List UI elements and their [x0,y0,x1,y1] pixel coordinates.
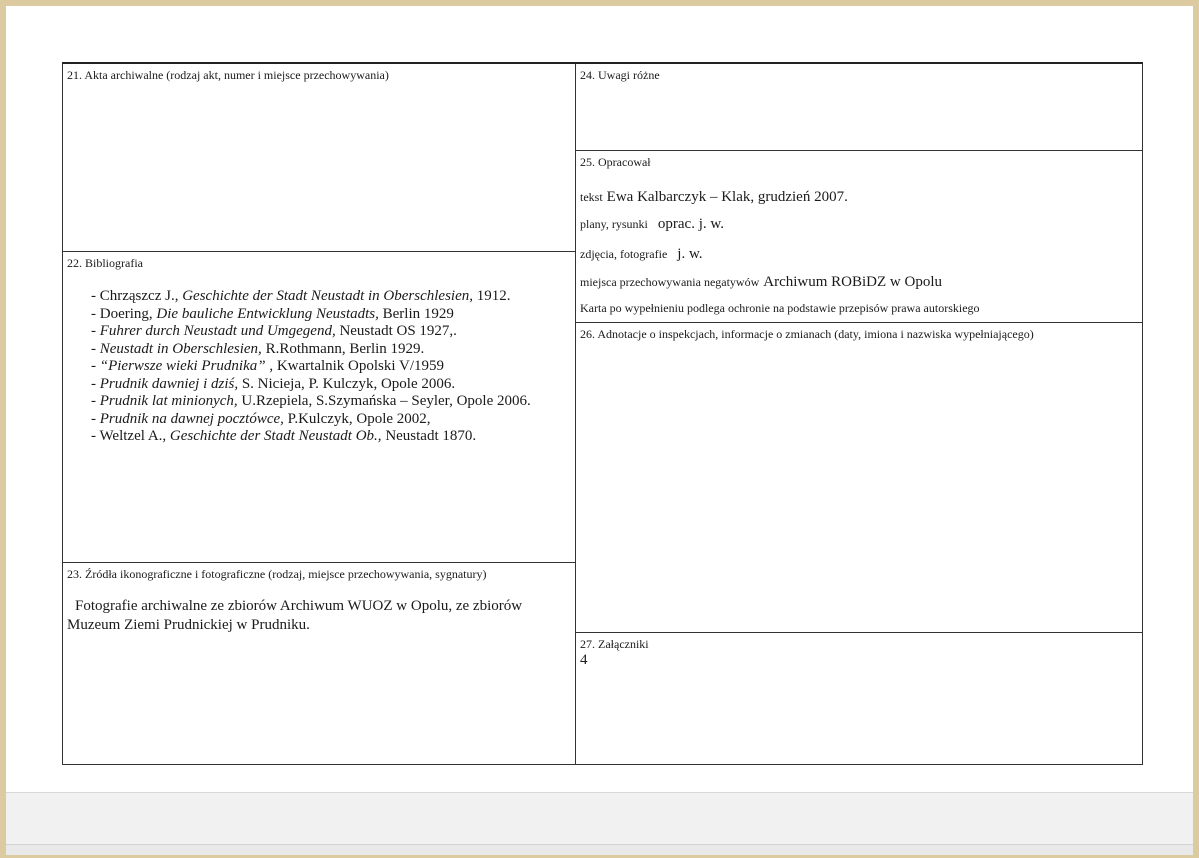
bibliography-item-title: - Prudnik dawniej i dziś, [91,375,239,392]
bibliography-item-prefix: - Weltzel A., [91,428,170,444]
prepared-text-row [580,188,848,206]
text-author-label: tekst [580,190,603,204]
negatives-value: Archiwum ROBiDZ w Opolu [763,274,943,290]
photos-value: j. w. [677,246,703,262]
bibliography-item-title: - Fuhrer durch Neustadt und Umgegend, [91,323,336,339]
text-author-value: Ewa Kalbarczyk – Klak, grudzień 2007. [606,189,848,205]
section-26 [576,323,1143,341]
negatives-row [580,273,942,291]
bibliography-item-details: Neustadt OS 1927,. [335,323,457,339]
section-27-label: 27. Załączniki [580,637,649,651]
bibliography-item-title: Geschichte der Stadt Neustadt in Oberschlesien, [182,288,473,304]
section-25 [576,151,1143,169]
bibliography-item-prefix: - Chrząszcz J., [91,288,183,304]
bibliography-list [91,288,561,446]
bibliography-item-title: - “Pierwsze wieki Prudnika” [91,358,266,374]
record-card-form [62,62,1143,765]
bibliography-item-details: R.Rothmann, Berlin 1929. [261,340,425,357]
section-26-label: 26. Adnotacje o inspekcjach, informacje o zmianach (daty, imiona i nazwiska wypełniającego) [580,327,1034,341]
section-21 [63,64,575,82]
bibliography-item [91,411,561,429]
plans-value: oprac. j. w. [657,216,724,232]
bibliography-item [91,306,561,324]
bibliography-item [91,428,561,446]
section-25-label: 25. Opracował [580,155,651,169]
bibliography-item-title: - Prudnik na dawnej pocztówce, [91,410,284,427]
bibliography-item-details: Neustadt 1870. [381,428,477,444]
section-23 [63,563,575,581]
bibliography-item-title: Die bauliche Entwicklung Neustadts, [156,305,379,322]
attachments-count: 4 [580,652,588,668]
photos-label: zdjęcia, fotografie [580,247,668,261]
section-24-label: 24. Uwagi różne [580,68,660,82]
copyright-notice: Karta po wypełnieniu podlega ochronie na podstawie przepisów prawa autorskiego [580,301,980,315]
negatives-label: miejsca przechowywania negatywów [580,275,760,289]
page-edge-strip-lower [6,844,1193,855]
bibliography-item-prefix: - Doering, [91,305,157,322]
bibliography-item-details: U.Rzepiela, S.Szymańska – Seyler, Opole 2006. [237,393,531,409]
bibliography-item-details: S. Nicieja, P. Kulczyk, Opole 2006. [238,375,456,392]
iconographic-sources-text: Fotografie archiwalne ze zbiorów Archiwum WUOZ w Opolu, ze zbiorów Muzeum Ziemi Prudnickiej w Prudniku. [67,598,523,633]
plans-row [580,215,724,233]
photos-row [580,245,703,263]
bibliography-item [91,376,561,394]
page-edge-strip [6,792,1193,845]
bibliography-item [91,323,561,341]
bibliography-item-title: Geschichte der Stadt Neustadt Ob., [169,428,382,444]
bibliography-item [91,341,561,359]
column-divider [575,64,576,764]
bibliography-item-details: , Kwartalnik Opolski V/1959 [265,358,445,374]
bibliography-item-details: Berlin 1929 [378,305,454,322]
bibliography-item-details: P.Kulczyk, Opole 2002, [283,410,431,427]
section-27 [576,633,1143,651]
bibliography-item-details: 1912. [473,288,511,304]
section-24 [576,64,1143,82]
section-21-label: 21. Akta archiwalne (rodzaj akt, numer i miejsce przechowywania) [67,68,389,82]
section-22-label: 22. Bibliografia [67,256,143,270]
bibliography-item [91,288,561,306]
section-23-label: 23. Źródła ikonograficzne i fotograficzne (rodzaj, miejsce przechowywania, sygnatury) [67,567,487,581]
section-22 [63,252,575,270]
bibliography-item-title: - Prudnik lat minionych, [91,393,238,409]
bibliography-item [91,358,561,376]
plans-label: plany, rysunki [580,217,648,231]
bibliography-item [91,393,561,411]
bibliography-item-title: - Neustadt in Oberschlesien, [91,340,262,357]
